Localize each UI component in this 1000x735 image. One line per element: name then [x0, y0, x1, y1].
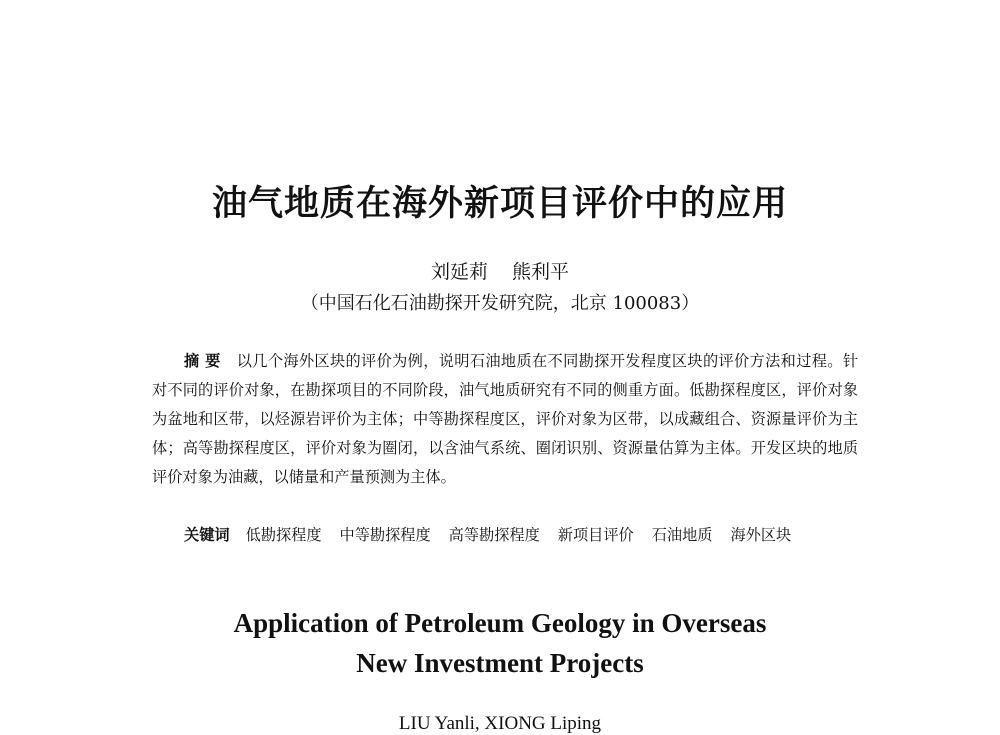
- paper-title-en: [0, 603, 1000, 683]
- paper-title-en-line1: Application of Petroleum Geology in Overseas: [233, 608, 767, 638]
- keyword-item: 新项目评价: [557, 526, 634, 544]
- keyword-item: 海外区块: [730, 526, 792, 544]
- keyword-item: 高等勘探程度: [448, 526, 540, 544]
- keywords-block: [152, 521, 858, 550]
- keyword-item: 中等勘探程度: [339, 526, 431, 544]
- abstract-block: [152, 347, 858, 492]
- paper-title-cn: 油气地质在海外新项目评价中的应用: [211, 183, 788, 224]
- affiliation-cn: （中国石化石油勘探开发研究院，北京 100083）: [300, 293, 700, 314]
- keywords-label: 关键词: [184, 526, 230, 544]
- keyword-item: 石油地质: [651, 526, 713, 544]
- paper-title-en-line2: New Investment Projects: [356, 648, 644, 678]
- authors-en: LIU Yanli, XIONG Liping: [398, 713, 602, 734]
- abstract-text: 以几个海外区块的评价为例，说明石油地质在不同勘探开发程度区块的评价方法和过程。针对不同的评价对象，在勘探项目的不同阶段，油气地质研究有不同的侧重方面。低勘探程度区，评价对象为盆地和区带，以烃源岩评价为主体；中等勘探程度区，评价对象为区带，以成藏组合、资源量评价为主体；高等勘探程度区，评价对象为圈闭，以含油气系统、圈闭识别、资源量估算为主体。开发区块的地质评价对象为油藏，以储量和产量预测为主体。: [152, 352, 859, 486]
- abstract-label: 摘 要: [184, 352, 221, 370]
- keyword-item: 低勘探程度: [245, 526, 322, 544]
- authors-cn: 刘延莉 熊利平: [430, 261, 570, 283]
